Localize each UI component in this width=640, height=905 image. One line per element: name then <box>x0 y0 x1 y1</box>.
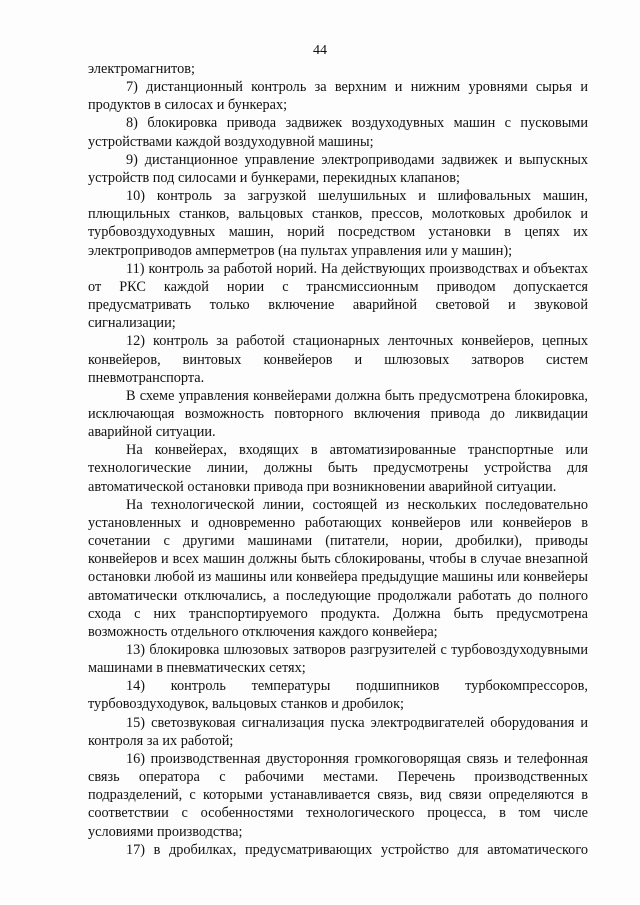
paragraph-continuation: электромагнитов; <box>88 61 195 77</box>
paragraph-item-17: 17) в дробилках, предусматривающих устройство для автоматического <box>126 841 588 858</box>
page-number: 44 <box>313 43 327 58</box>
paragraph-technological-line: На технологической линии, состоящей из нескольких последовательно установленных и одновременно работающих конвейеров или конвейеров в сочетании с другими машинами (питатели, нории, дробилки), приводы конвейеров и всех машин должны быть сблокированы, чтобы в случае внезапной остановки любой из машины или конвейера предыдущие машины или конвейеры автоматически отключались, а последующие продолжали работать до полного схода с них транспортируемого продукта. Должна быть предусмотрена возможность отдельного отключения каждого конвейера; <box>88 496 588 640</box>
paragraph-item-13: 13) блокировка шлюзовых затворов разгрузителей с турбовоздуходувными машинами в пневматических сетях; <box>88 642 588 677</box>
body-text <box>88 60 588 859</box>
paragraph-item-9: 9) дистанционное управление электроприводами задвижек и выпускных устройств под силосами и бункерами, перекидных клапанов; <box>88 151 588 186</box>
paragraph-item-16: 16) производственная двусторонняя громкоговорящая связь и телефонная связь оператора с рабочими местами. Перечень производственных подразделений, с которыми устанавливается связь, вид связи определяются в соответствии с особенностями технологического процесса, в том числе условиями производства; <box>88 750 588 840</box>
paragraph-item-15: 15) светозвуковая сигнализация пуска электродвигателей оборудования и контроля за их работой; <box>88 714 588 749</box>
paragraph-item-10: 10) контроль за загрузкой шелушильных и шлифовальных машин, плющильных станков, вальцовых станков, прессов, молотковых дробилок и турбовоздуходувных машин, норий посредством установки в цепях их электроприводов амперметров (на пультах управления или у машин); <box>88 188 588 259</box>
paragraph-conveyor-control: В схеме управления конвейерами должна быть предусмотрена блокировка, исключающая возможность повторного включения привода до ликвидации аварийной ситуации. <box>88 387 588 441</box>
paragraph-item-7: 7) дистанционный контроль за верхним и нижним уровнями сырья и продуктов в силосах и бункерах; <box>88 79 588 114</box>
paragraph-automated-lines: На конвейерах, входящих в автоматизированные транспортные или технологические линии, должны быть предусмотрены устройства для автоматической остановки привода при возникновении аварийной ситуации. <box>88 442 588 495</box>
paragraph-item-12: 12) контроль за работой стационарных ленточных конвейеров, цепных конвейеров, винтовых конвейеров и шлюзовых затворов систем пневмотранспорта. <box>88 333 588 386</box>
paragraph-item-14: 14) контроль температуры подшипников турбокомпрессоров, турбовоздуходувок, вальцовых станков и дробилок; <box>88 678 588 713</box>
paragraph-item-8: 8) блокировка привода задвижек воздуходувных машин с пусковыми устройствами каждой воздуходувной машины; <box>88 115 588 150</box>
paragraph-item-11: 11) контроль за работой норий. На действующих производствах и объектах от РКС каждой нории с трансмиссионным приводом допускается предусматривать только включение аварийной световой и звуковой сигнализации; <box>88 260 588 332</box>
